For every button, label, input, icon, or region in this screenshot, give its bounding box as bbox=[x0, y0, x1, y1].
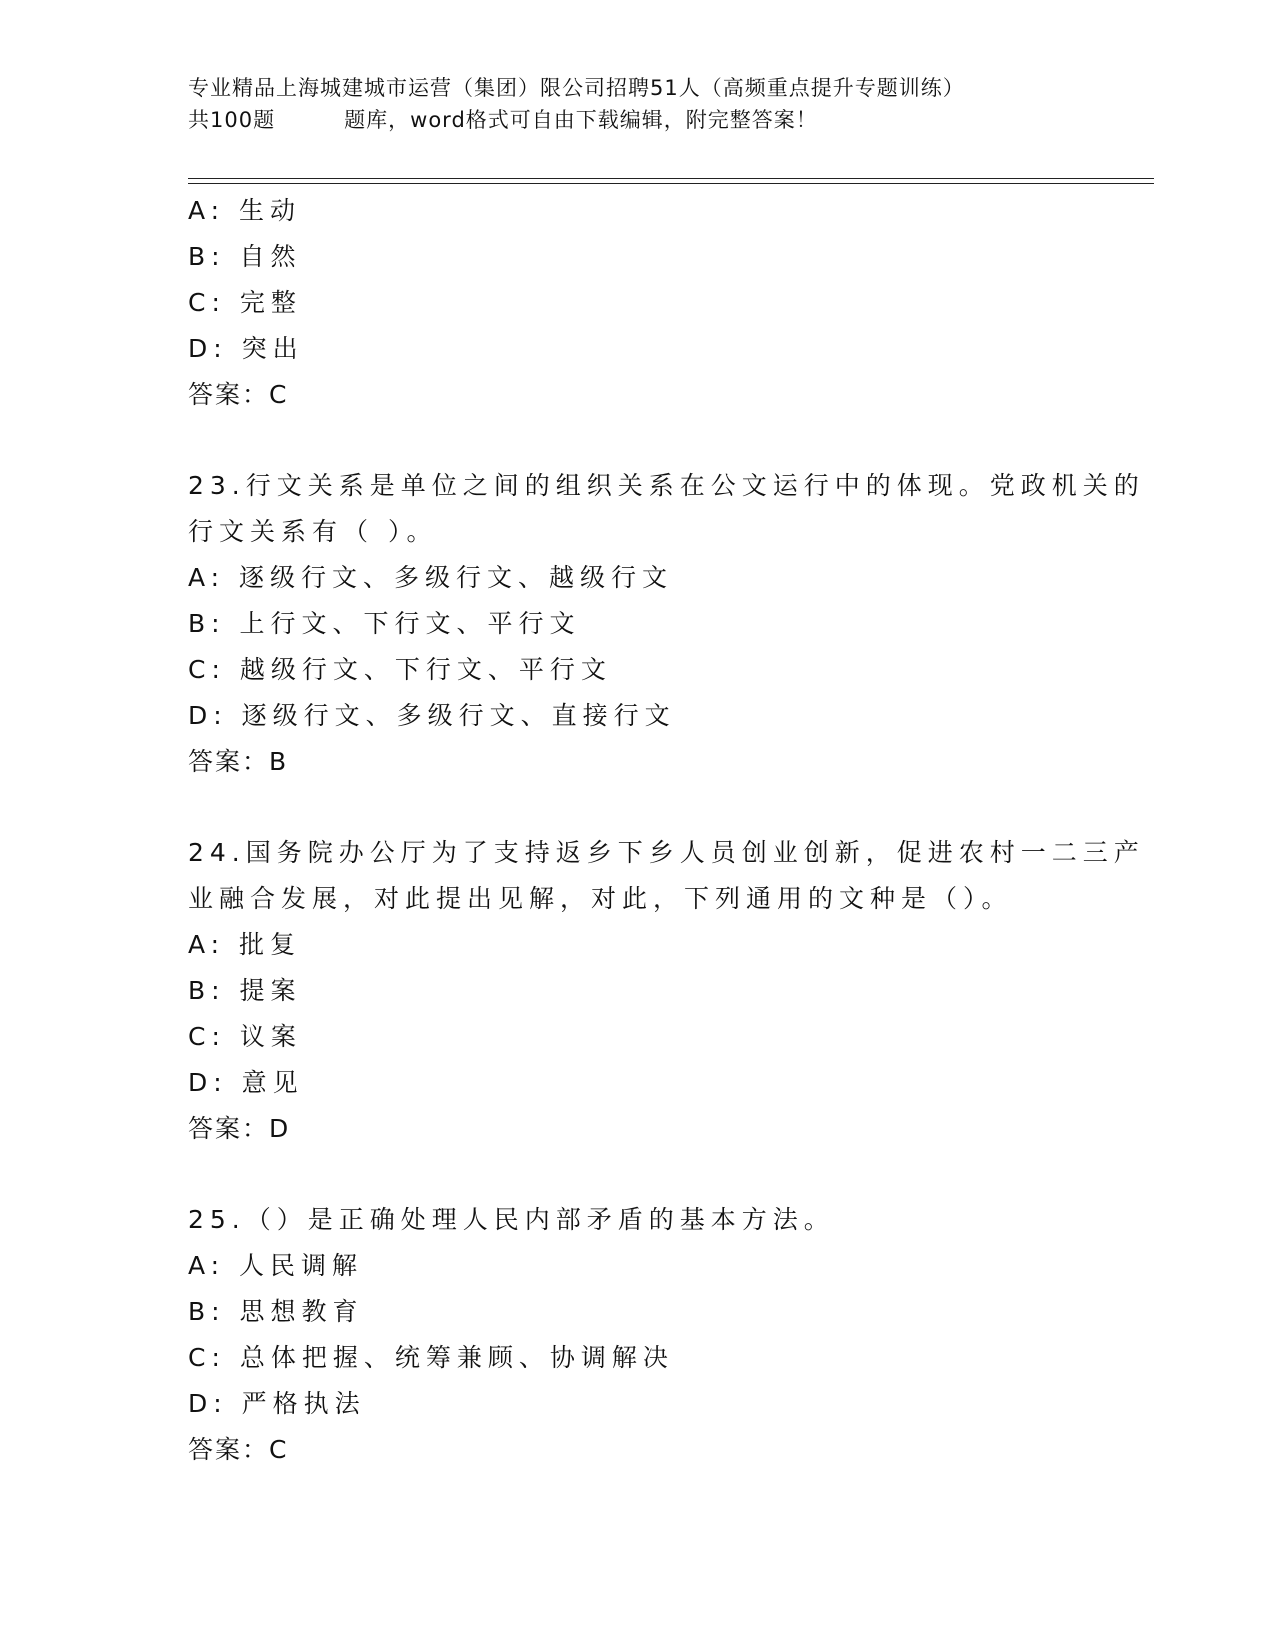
question-text: 23.行文关系是单位之间的组织关系在公文运行中的体现。党政机关的 bbox=[188, 471, 1145, 500]
question-text-cont: 业融合发展，对此提出见解，对此，下列通用的文种是（）。 bbox=[188, 884, 1013, 913]
option-b: B: 自然 bbox=[188, 242, 302, 271]
question-text: 25.（）是正确处理人民内部矛盾的基本方法。 bbox=[188, 1205, 835, 1234]
question-24 bbox=[188, 830, 1145, 1152]
option-a: A: 批复 bbox=[188, 930, 302, 959]
answer: 答案：B bbox=[188, 747, 289, 776]
option-d: D: 严格执法 bbox=[188, 1389, 366, 1418]
option-d: D: 逐级行文、多级行文、直接行文 bbox=[188, 701, 676, 730]
option-c: C: 议案 bbox=[188, 1022, 302, 1051]
option-d: D: 突出 bbox=[188, 334, 304, 363]
option-b: B: 上行文、下行文、平行文 bbox=[188, 609, 581, 638]
header-rule-top bbox=[188, 178, 1154, 179]
option-c: C: 总体把握、统筹兼顾、协调解决 bbox=[188, 1343, 674, 1372]
header-title: 专业精品上海城建城市运营（集团）限公司招聘51人（高频重点提升专题训练） bbox=[188, 76, 965, 100]
question-23 bbox=[188, 463, 1145, 785]
option-b: B: 思想教育 bbox=[188, 1297, 364, 1326]
option-c: C: 越级行文、下行文、平行文 bbox=[188, 655, 612, 684]
option-c: C: 完整 bbox=[188, 288, 302, 317]
question-25 bbox=[188, 1197, 1088, 1473]
answer: 答案：C bbox=[188, 1435, 289, 1464]
question-text-cont: 行文关系有（ ）。 bbox=[188, 517, 438, 546]
spacer bbox=[188, 418, 1088, 463]
spacer bbox=[188, 1152, 1088, 1197]
option-a: A: 逐级行文、多级行文、越级行文 bbox=[188, 563, 674, 592]
document-header bbox=[188, 72, 1148, 136]
option-a: A: 生动 bbox=[188, 196, 302, 225]
spacer bbox=[188, 785, 1088, 830]
option-b: B: 提案 bbox=[188, 976, 302, 1005]
answer: 答案：D bbox=[188, 1114, 291, 1143]
header-rule-bottom bbox=[188, 183, 1154, 184]
header-subtitle: 共100题 题库，word格式可自由下载编辑，附完整答案！ bbox=[188, 108, 818, 132]
option-d: D: 意见 bbox=[188, 1068, 304, 1097]
question-content bbox=[188, 188, 1145, 1473]
option-a: A: 人民调解 bbox=[188, 1251, 364, 1280]
question-22 bbox=[188, 188, 1088, 418]
question-text: 24.国务院办公厅为了支持返乡下乡人员创业创新，促进农村一二三产 bbox=[188, 838, 1145, 867]
answer: 答案：C bbox=[188, 380, 289, 409]
